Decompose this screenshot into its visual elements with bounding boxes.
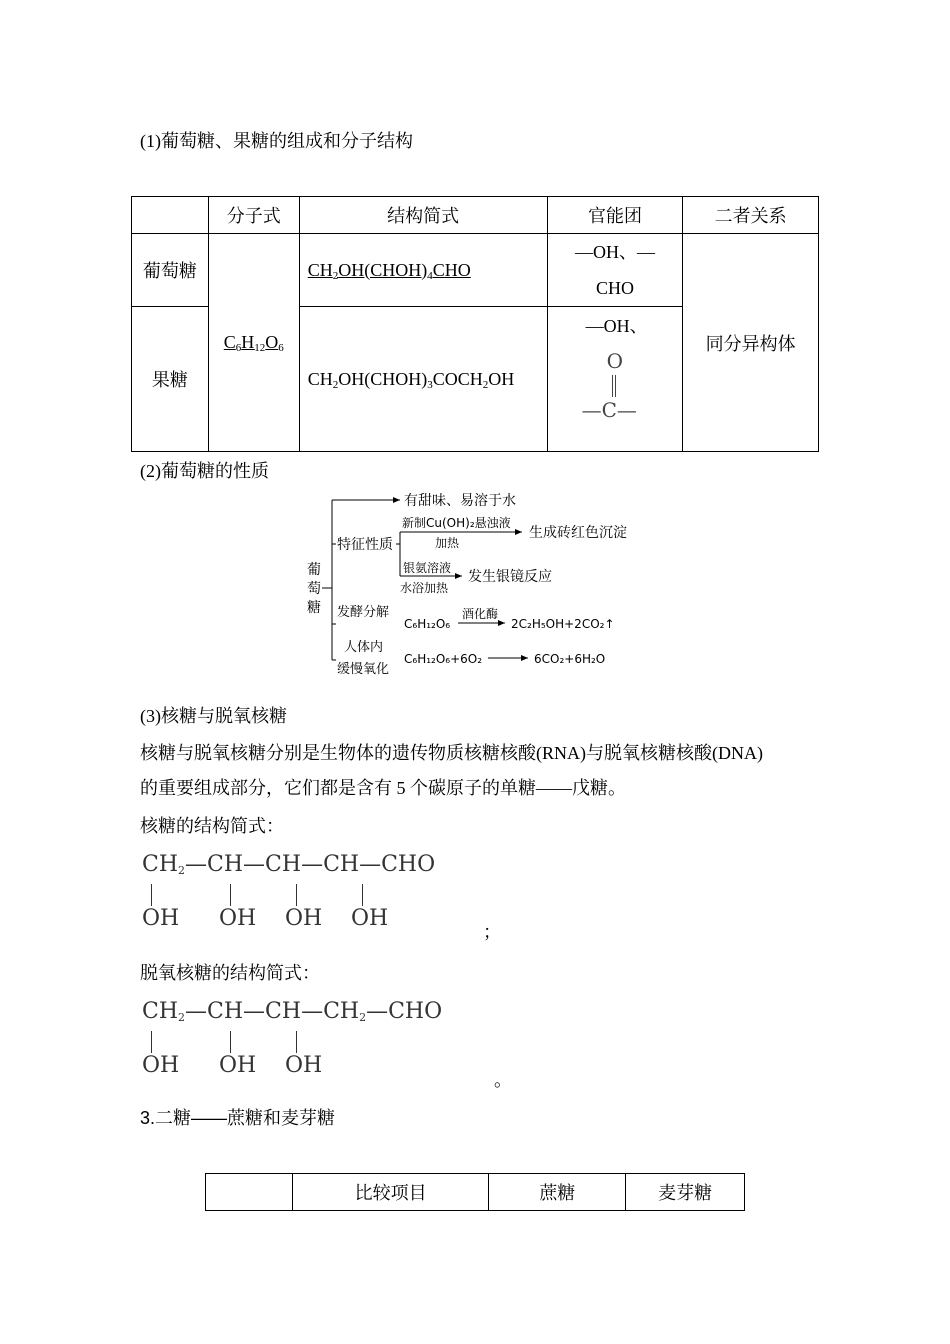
ribose-label: 核糖的结构简式： bbox=[140, 816, 284, 836]
glucose-functional-groups: —OH、— CHO bbox=[547, 234, 683, 307]
glucose-fructose-table bbox=[131, 196, 819, 452]
header-cell: 麦芽糖 bbox=[626, 1174, 745, 1211]
ag-result: 发生银镜反应 bbox=[468, 569, 552, 585]
relation-cell: 同分异构体 bbox=[683, 234, 819, 452]
header-cell bbox=[132, 197, 209, 234]
row-label-glucose: 葡萄糖 bbox=[132, 234, 209, 307]
double-bond bbox=[612, 375, 616, 397]
ag-condition: 水浴加热 bbox=[400, 581, 449, 595]
section3-heading: (3)核糖与脱氧核糖 bbox=[140, 706, 287, 726]
header-cell bbox=[206, 1174, 293, 1211]
section2-heading: (2)葡萄糖的性质 bbox=[140, 461, 269, 481]
table-row bbox=[132, 234, 819, 307]
disaccharide-table bbox=[205, 1173, 745, 1211]
fructose-structure: $CH_2OH(CHOH)_3COCH_2OH$ bbox=[299, 307, 547, 452]
enzyme-label: 酒化酶 bbox=[462, 607, 499, 621]
header-cell: 分子式 bbox=[208, 197, 299, 234]
glucose-structure: $CH_2OH(CHOH)_4CHO$ bbox=[299, 234, 547, 307]
root-char-3: 糖 bbox=[307, 600, 321, 616]
table-header-row bbox=[206, 1174, 745, 1211]
body-label-1: 人体内 bbox=[344, 640, 384, 655]
ferment-formula: C₆H₁₂O₆ bbox=[404, 617, 451, 631]
oxid-product: 6CO₂+6H₂O bbox=[534, 652, 606, 666]
section3-para1: 核糖与脱氧核糖分别是生物体的遗传物质核糖核酸(RNA)与脱氧核糖核酸(DNA) bbox=[140, 743, 763, 763]
glucose-properties-diagram bbox=[300, 488, 660, 683]
header-cell: 比较项目 bbox=[292, 1174, 489, 1211]
root-char-1: 葡 bbox=[307, 562, 321, 578]
section4-heading: 3.二糖——蔗糖和麦芽糖 bbox=[140, 1108, 336, 1128]
header-cell: 蔗糖 bbox=[489, 1174, 626, 1211]
deoxyribose-end: 。 bbox=[494, 1070, 512, 1090]
root-char-2: 萄 bbox=[307, 581, 321, 597]
deoxyribose-structure: $CH_2—CH—CH—CH_2—CHO$ OH OH OH bbox=[142, 999, 443, 1078]
ribose-end: ； bbox=[483, 922, 501, 942]
taste-text: 有甜味、易溶于水 bbox=[404, 493, 516, 509]
section3-para2: 的重要组成部分，它们都是含有 5 个碳原子的单糖——戊糖。 bbox=[140, 778, 626, 798]
cu-reagent: 新制Cu(OH)₂悬浊液 bbox=[402, 516, 511, 530]
ferment-product: 2C₂H₅OH+2CO₂↑ bbox=[511, 617, 615, 631]
ribose-structure: $CH_2—CH—CH—CH—CHO$ OH OH OH OH bbox=[142, 852, 436, 931]
oxid-formula: C₆H₁₂O₆+6O₂ bbox=[404, 652, 483, 666]
row-label-fructose: 果糖 bbox=[132, 307, 209, 452]
ag-reagent: 银氨溶液 bbox=[403, 561, 452, 575]
header-cell: 结构简式 bbox=[299, 197, 547, 234]
header-cell: 官能团 bbox=[547, 197, 683, 234]
body-label-2: 缓慢氧化 bbox=[337, 662, 390, 677]
header-cell: 二者关系 bbox=[683, 197, 819, 234]
deoxyribose-label: 脱氧核糖的结构简式： bbox=[140, 963, 320, 983]
cu-condition: 加热 bbox=[435, 536, 460, 550]
feature-label: 特征性质 bbox=[337, 537, 393, 553]
fructose-functional-groups: —OH、 O —C— bbox=[547, 307, 683, 452]
section1-heading: (1)葡萄糖、果糖的组成和分子结构 bbox=[140, 131, 413, 151]
molecular-formula: $C_6H_{12}O_6$ bbox=[208, 234, 299, 452]
ferment-label: 发酵分解 bbox=[337, 605, 390, 620]
table-header-row bbox=[132, 197, 819, 234]
cu-result: 生成砖红色沉淀 bbox=[529, 525, 627, 541]
